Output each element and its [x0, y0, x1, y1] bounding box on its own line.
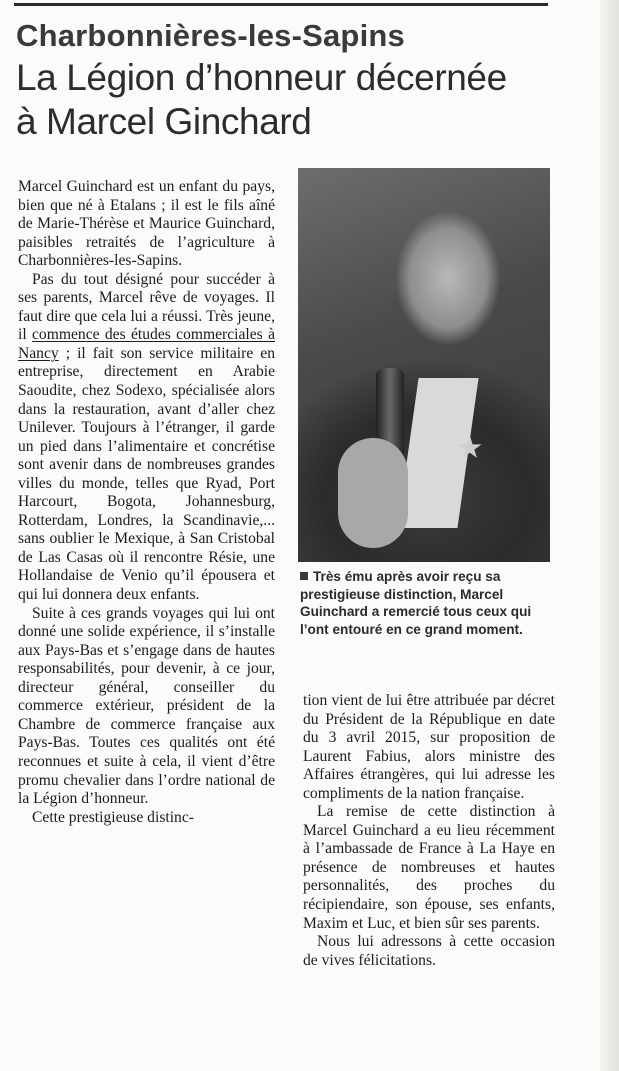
- paragraph-netherlands: Suite à ces grands voyages qui lui ont donné une solide expérience, il s’installe aux Pays-Bas et s’engage dans de hautes responsabilités, pour devenir, à ce jour, directeur général, conseiller du commerce extérieur, président de la Chambre de commerce française aux Pays-Bas. Toutes ces qualités ont été reconnues et suite à cela, il vient d’être promu chevalier dans l’ordre national de la Légion d’honneur.: [18, 604, 275, 808]
- photo-hand: [338, 438, 408, 548]
- career-text-end: ; il fait son service militaire en entreprise, directement en Arabie Saoudite, chez Sodexo, spécialisée alors dans la restauration, avant d’aller chez Unilever. Toujours à l’étranger, il garde un pied dans l’alimentaire et concrétise sont avenir dans de nombreuses grandes villes du monde, telles que Ryad, Port Harcourt, Bogota, Johannesburg, Rotterdam, Londres, la Scandinavie,... sans oublier le Mexique, à San Cristobal de Las Casas où il rencontre Résie, une Hollandaise de Venio qu’il épousera et qui lui donnera deux enfants.: [18, 344, 275, 604]
- paragraph-decree: tion vient de lui être attribuée par décret du Président de la République en date du 3 avril 2015, sur proposition de Laurent Fabius, alors ministre des Affaires étrangères, qui lui adresse les compliments de la nation française.: [303, 692, 555, 802]
- article-kicker: Charbonnières-les-Sapins: [16, 18, 405, 53]
- paragraph-congratulations: Nous lui adressons à cette occasion de vives félicitations.: [303, 933, 555, 969]
- headline-line-1: La Légion d’honneur décernée: [16, 57, 507, 98]
- right-column: [303, 692, 555, 970]
- paragraph-intro: Marcel Guinchard est un enfant du pays, bien que né à Etalans ; il est le fils aîné de Marie-Thérèse et Maurice Guinchard, paisibles retraités de l’agriculture à Charbonnières-les-Sapins.: [18, 178, 275, 270]
- caption-text: Très ému après avoir reçu sa prestigieuse distinction, Marcel Guinchard a remercié tous ceux qui l’ont entouré en ce grand moment.: [300, 569, 532, 637]
- article-header: [16, 16, 601, 144]
- top-rule: [14, 3, 548, 6]
- paragraph-distinction-start: Cette prestigieuse distinc-: [32, 808, 194, 826]
- article-headline: [16, 56, 601, 144]
- photo-marcel-guinchard: [298, 168, 550, 562]
- photo-caption: [300, 568, 555, 638]
- caption-square-icon: [300, 572, 308, 580]
- career-text-start: Pas du tout désigné pour succéder à ses parents, Marcel rêve de voyages. Il faut dire que cela lui a réussi. Très jeune, il: [18, 270, 275, 344]
- adjacent-page-edge: [600, 0, 619, 1071]
- paragraph-ceremony: La remise de cette distinction à Marcel Guinchard a eu lieu récemment à l’ambassade de France à La Haye en présence de nombreuses et hautes personnalités, des proches du récipiendaire, son épouse, ses enfants, Maxim et Luc, et bien sûr ses parents.: [303, 803, 555, 932]
- underlined-phrase: commence des études commerciales à Nancy: [18, 326, 275, 362]
- paragraph-career: [18, 271, 275, 605]
- headline-line-2: à Marcel Ginchard: [16, 101, 312, 142]
- left-column: [18, 178, 275, 827]
